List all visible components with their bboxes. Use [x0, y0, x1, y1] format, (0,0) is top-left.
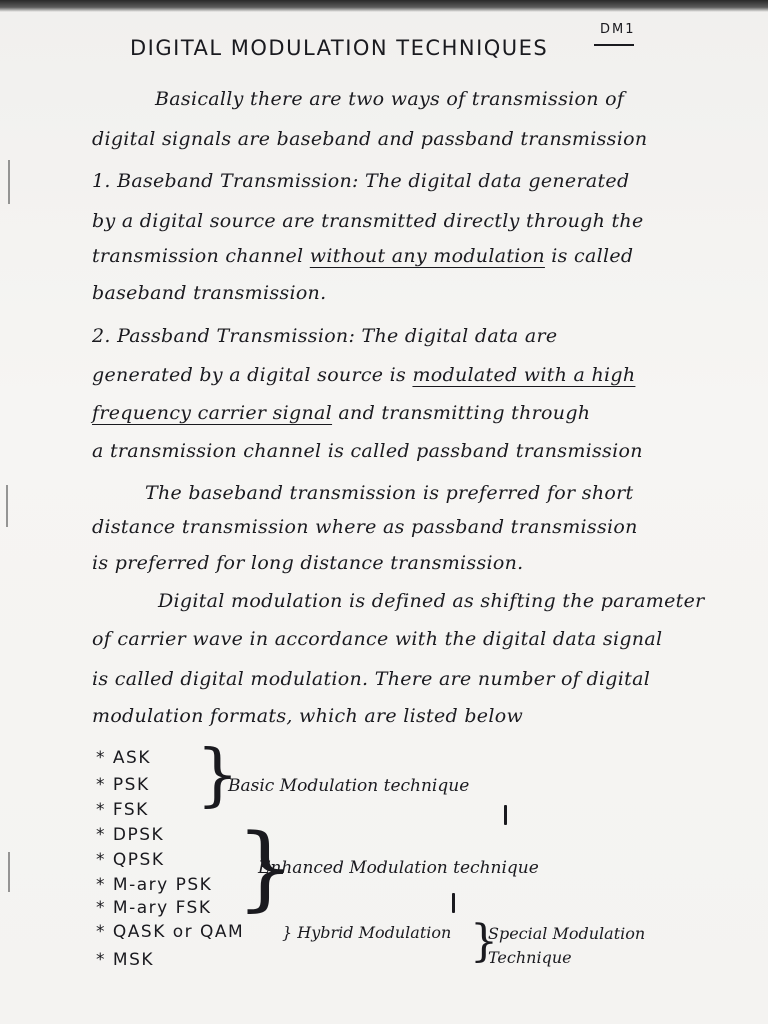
- margin-mark: [8, 160, 10, 204]
- text-line: digital signals are baseband and passband transmission: [92, 128, 648, 150]
- group-brace: }: [236, 814, 295, 921]
- text-line: [92, 245, 633, 267]
- group-label: Special Modulation Technique: [488, 924, 646, 967]
- text-line: [92, 402, 590, 424]
- corner-note: DM1: [600, 22, 636, 37]
- group-brace: }: [470, 916, 498, 967]
- group-label: [282, 923, 451, 942]
- list-item: * MSK: [96, 950, 155, 970]
- underlined-phrase: modulated with a high: [412, 364, 636, 386]
- text-segment: generated by a digital source is: [92, 364, 407, 386]
- list-item: * PSK: [96, 775, 150, 795]
- text-line: baseband transmission.: [92, 282, 327, 304]
- text-line: Basically there are two ways of transmission of: [155, 88, 625, 110]
- text-line: [92, 364, 635, 386]
- text-line: is called digital modulation. There are number of digital: [92, 668, 651, 690]
- pen-mark: [452, 893, 455, 913]
- group-label: Enhanced Modulation technique: [258, 858, 539, 878]
- corner-underline: [594, 44, 634, 46]
- text-line: 1. Baseband Transmission: The digital data generated: [92, 170, 630, 192]
- pen-mark: [504, 805, 507, 825]
- text-line: is preferred for long distance transmission.: [92, 552, 524, 574]
- text-segment: is called: [551, 245, 634, 267]
- group-label: Basic Modulation technique: [228, 776, 470, 796]
- underlined-phrase: frequency carrier signal: [92, 402, 333, 424]
- list-item: * QPSK: [96, 850, 165, 870]
- list-item: * QASK or QAM: [96, 922, 245, 942]
- text-line: The baseband transmission is preferred for short: [145, 482, 634, 504]
- text-line: distance transmission where as passband transmission: [92, 516, 638, 538]
- text-line: Digital modulation is defined as shifting the parameter: [158, 590, 705, 612]
- text-segment: transmission channel: [92, 245, 304, 267]
- list-item: * M-ary FSK: [96, 898, 212, 918]
- group-brace: }: [196, 736, 240, 815]
- text-line: modulation formats, which are listed below: [92, 705, 524, 727]
- list-item: * FSK: [96, 800, 149, 820]
- text-line: by a digital source are transmitted directly through the: [92, 210, 644, 232]
- list-item: * DPSK: [96, 825, 165, 845]
- underlined-phrase: without any modulation: [309, 245, 545, 267]
- hybrid-label: Hybrid Modulation: [297, 923, 452, 942]
- margin-mark: [8, 852, 10, 892]
- list-item: * M-ary PSK: [96, 875, 213, 895]
- text-segment: and transmitting through: [338, 402, 591, 424]
- margin-mark: [6, 485, 8, 527]
- page-title: DIGITAL MODULATION TECHNIQUES: [130, 36, 549, 60]
- text-line: 2. Passband Transmission: The digital data are: [92, 325, 558, 347]
- list-item: * ASK: [96, 748, 151, 768]
- brace-glyph: }: [282, 923, 293, 942]
- text-line: of carrier wave in accordance with the digital data signal: [92, 628, 663, 650]
- text-line: a transmission channel is called passband transmission: [92, 440, 643, 462]
- page-top-edge: [0, 0, 768, 12]
